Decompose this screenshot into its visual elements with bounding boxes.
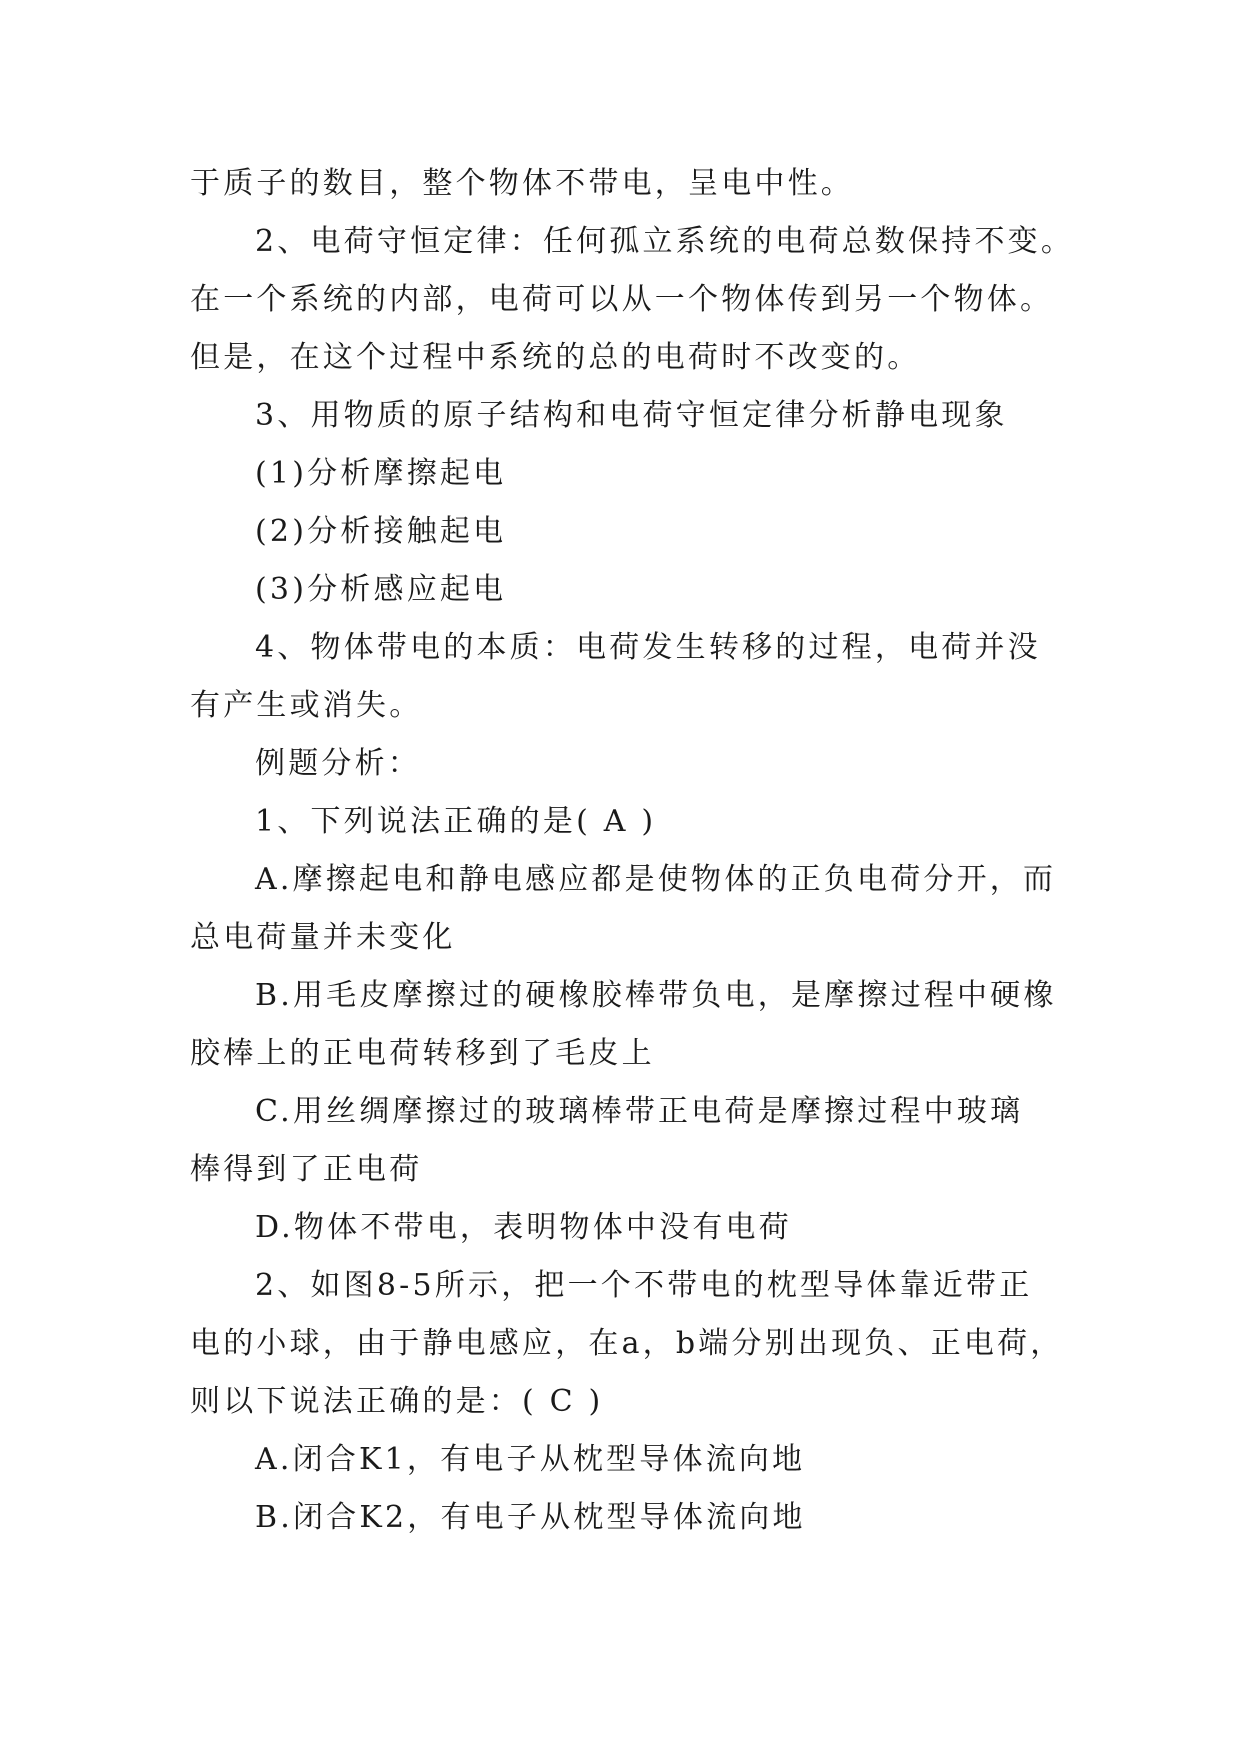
text-line: 棒得到了正电荷: [190, 1152, 423, 1187]
section-heading: 例题分析：: [255, 746, 421, 781]
option-a: A.摩擦起电和静电感应都是使物体的正负电荷分开，而: [255, 862, 1057, 897]
text-line: 但是，在这个过程中系统的总的电荷时不改变的。: [190, 340, 921, 375]
text-line: 4、物体带电的本质：电荷发生转移的过程，电荷并没: [255, 630, 1041, 665]
option-c: C.用丝绸摩擦过的玻璃棒带正电荷是摩擦过程中玻璃: [255, 1094, 1024, 1129]
option-d: D.物体不带电，表明物体中没有电荷: [255, 1210, 792, 1245]
text-line: 于质子的数目，整个物体不带电，呈电中性。: [190, 166, 854, 201]
text-line: 在一个系统的内部，电荷可以从一个物体传到另一个物体。: [190, 282, 1054, 317]
text-line: 3、用物质的原子结构和电荷守恒定律分析静电现象: [255, 398, 1008, 433]
question-1: 1、下列说法正确的是( A ): [255, 804, 657, 839]
text-line: 胶棒上的正电荷转移到了毛皮上: [190, 1036, 655, 1071]
text-line: (3)分析感应起电: [255, 572, 507, 607]
option-b: B.闭合K2，有电子从枕型导体流向地: [255, 1500, 806, 1535]
text-line: 电的小球，由于静电感应，在a，b端分别出现负、正电荷，: [190, 1326, 1064, 1361]
text-line: (2)分析接触起电: [255, 514, 507, 549]
option-b: B.用毛皮摩擦过的硬橡胶棒带负电，是摩擦过程中硬橡: [255, 978, 1057, 1013]
question-2: 2、如图8-5所示，把一个不带电的枕型导体靠近带正: [255, 1268, 1033, 1303]
text-line: 2、电荷守恒定律：任何孤立系统的电荷总数保持不变。: [255, 224, 1075, 259]
text-line: (1)分析摩擦起电: [255, 456, 507, 491]
option-a: A.闭合K1，有电子从枕型导体流向地: [255, 1442, 806, 1477]
text-line: 总电荷量并未变化: [190, 920, 456, 955]
text-line: 有产生或消失。: [190, 688, 423, 723]
text-line: 则以下说法正确的是：( C ): [190, 1384, 604, 1419]
